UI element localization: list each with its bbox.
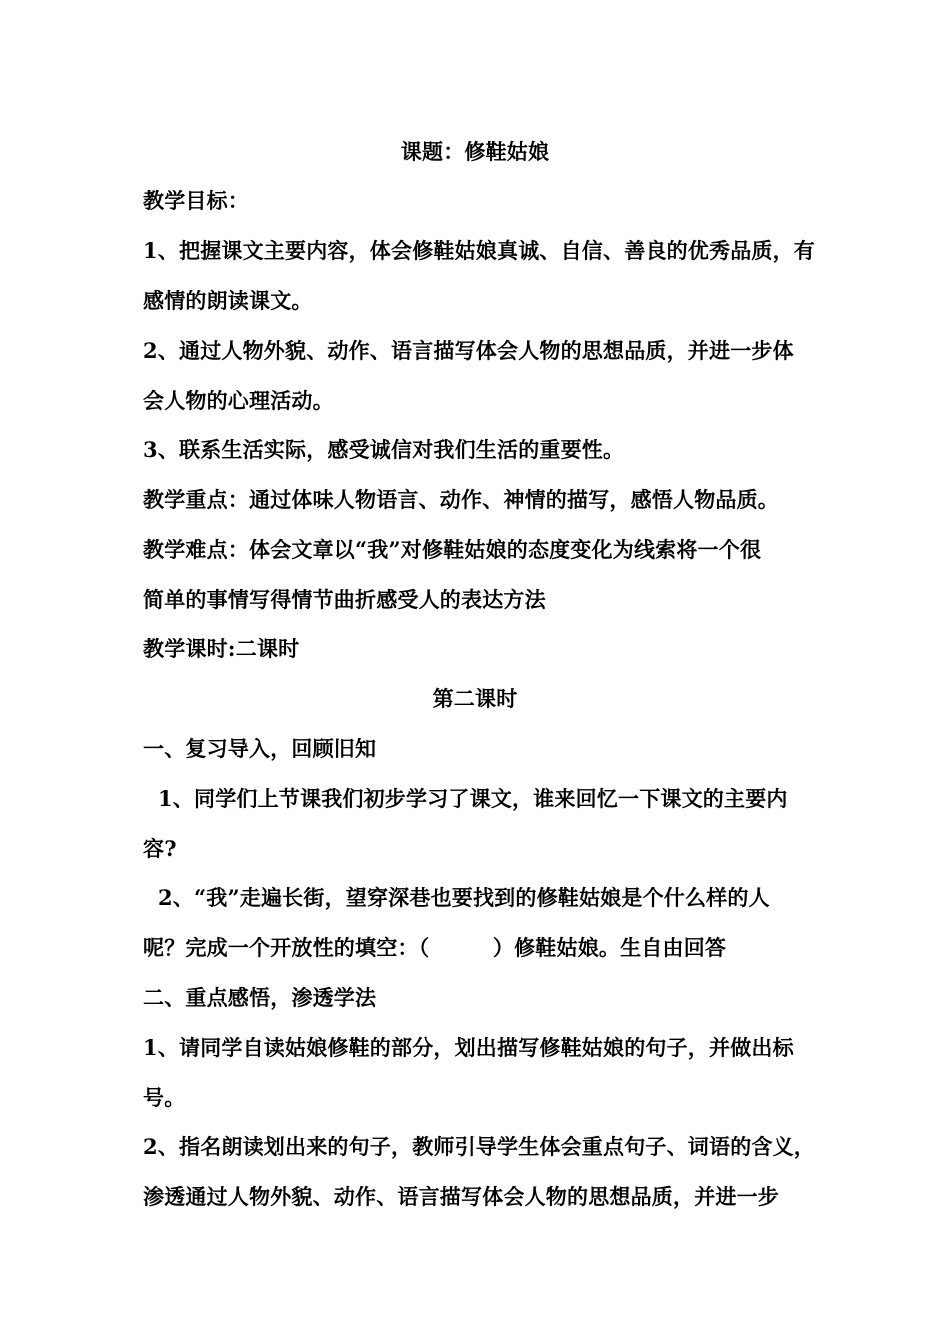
text-line: 2、“我”走遍长街，望穿深巷也要找到的修鞋姑娘是个什么样的人 — [158, 885, 770, 910]
text-line: 教学难点：体会文章以“我”对修鞋姑娘的态度变化为线索将一个很 — [143, 537, 762, 562]
text-line: 容? — [143, 836, 177, 861]
text-line: 简单的事情写得情节曲折感受人的表达方法 — [143, 587, 546, 612]
text-line: 一、复习导入，回顾旧知 — [143, 736, 377, 761]
text-line: 1、请同学自读姑娘修鞋的部分，划出描写修鞋姑娘的句子，并做出标 — [143, 1035, 794, 1060]
text-line: 教学目标： — [143, 188, 249, 213]
text-line: 教学课时:二课时 — [143, 636, 300, 661]
text-line: 1、同学们上节课我们初步学习了课文，谁来回忆一下课文的主要内 — [158, 786, 788, 811]
text-line: 3、联系生活实际，感受诚信对我们生活的重要性。 — [143, 437, 625, 462]
text-line: 2、指名朗读划出来的句子，教师引导学生体会重点句子、词语的含义， — [143, 1134, 816, 1159]
text-line: 渗透通过人物外貌、动作、语言描写体会人物的思想品质，并进一步 — [143, 1184, 779, 1209]
section-title: 第二课时 — [432, 686, 518, 711]
text-line: 号。 — [143, 1085, 186, 1110]
text-line: 2、通过人物外貌、动作、语言描写体会人物的思想品质，并进一步体 — [143, 338, 794, 363]
text-line: 会人物的心理活动。 — [143, 388, 334, 413]
text-line: 教学重点：通过体味人物语言、动作、神情的描写，感悟人物品质。 — [143, 487, 779, 512]
text-line: 1、把握课文主要内容，体会修鞋姑娘真诚、自信、善良的优秀品质，有 — [143, 238, 816, 263]
text-line: 感情的朗读课文。 — [143, 288, 313, 313]
text-line: 呢？完成一个开放性的填空：（ ）修鞋姑娘。生自由回答 — [143, 935, 727, 960]
text-line: 二、重点感悟，渗透学法 — [143, 985, 377, 1010]
document-title: 课题：修鞋姑娘 — [400, 139, 550, 164]
